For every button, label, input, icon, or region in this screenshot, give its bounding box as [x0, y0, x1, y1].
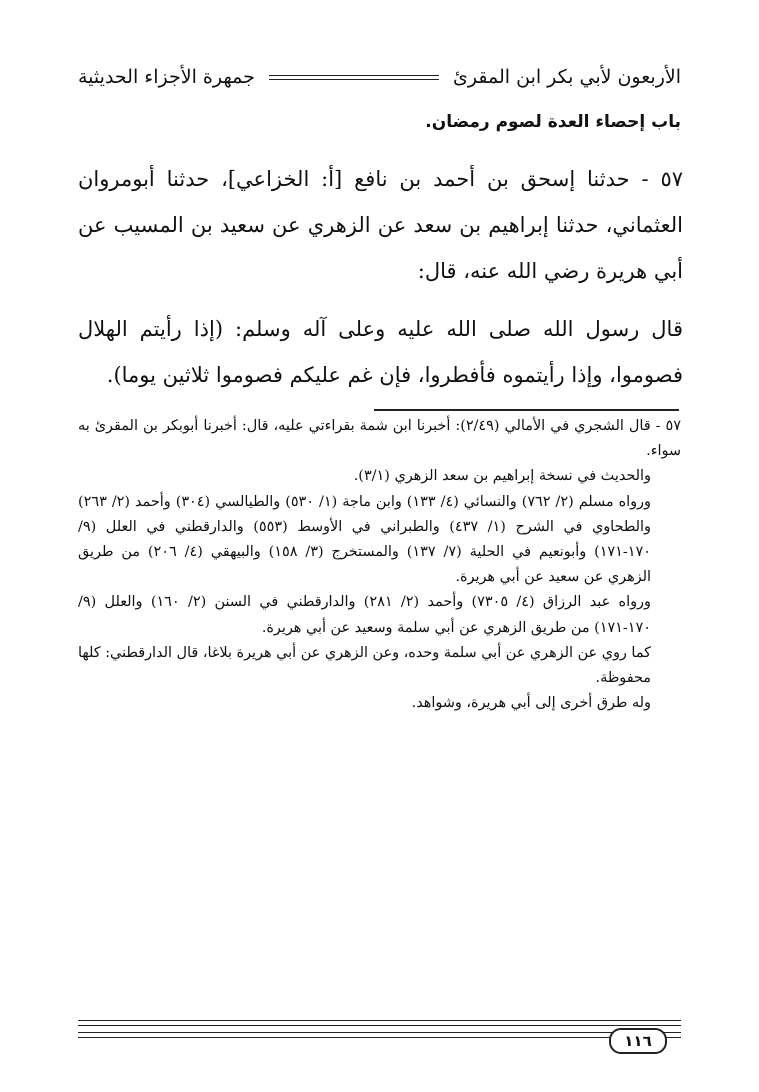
footnote-paragraph: وله طرق أخرى إلى أبي هريرة، وشواهد. [411, 695, 651, 712]
running-header [78, 60, 681, 94]
footnote-source: ٥٧ - قال الشجري في الأمالي (٢/٤٩): أخبرنا ابن شمة بقراءتي عليه، قال: أخبرنا أبوبكر بن المقرئ به سواء. [78, 418, 681, 460]
footnotes [78, 414, 681, 716]
footnote-paragraph: ورواه مسلم (٢/ ٧٦٢) والنسائي (٤/ ١٣٣) وابن ماجة (١/ ٥٣٠) والطيالسي (٣٠٤) وأحمد (٢/ ٢٦٣) والطحاوي في الشرح (١/ ٤٣٧) والطبراني في الأوسط (٥٥٣) والدارقطني في العلل (٩/ ١٧٠-١٧١) وأبونعيم في الحلية (٧/ ١٣٧) والمستخرج (٣/ ١٥٨) والبيهقي (٤/ ٢٠٦) من طريق الزهري عن سعيد عن أبي هريرة. [78, 493, 651, 586]
book-title: الأربعون لأبي بكر ابن المقرئ [453, 66, 681, 88]
header-divider [269, 75, 439, 80]
footer-rule-top [78, 1020, 681, 1026]
series-title: جمهرة الأجزاء الحديثية [78, 66, 255, 88]
footnote-paragraph: والحديث في نسخة إبراهيم بن سعد الزهري (٣/١). [353, 468, 651, 485]
isnad-paragraph: ٥٧ - حدثنا إسحق بن أحمد بن نافع [أ: الخزاعي]، حدثنا أبومروان العثماني، حدثنا إبراهيم بن سعد عن الزهري عن سعيد بن المسيب عن أبي هريرة رضي الله عنه، قال: [78, 167, 683, 283]
footnote-paragraph: ورواه عبد الرزاق (٤/ ٧٣٠٥) وأحمد (٢/ ٢٨١) والدارقطني في السنن (٢/ ١٦٠) والعلل (٩/ ١٧٠-١٧١) من طريق الزهري عن أبي سلمة وسعيد عن أبي هريرة. [78, 594, 651, 636]
page-number: ١١٦ [609, 1028, 667, 1054]
footer-rule-bottom [78, 1032, 681, 1038]
matn-paragraph: قال رسول الله صلى الله عليه وعلى آله وسلم: (إذا رأيتم الهلال فصوموا، وإذا رأيتموه فأفطروا، فإن غم عليكم فصوموا ثلاثين يوما). [78, 317, 683, 387]
footnote-divider [374, 409, 679, 411]
chapter-title: باب إحصاء العدة لصوم رمضان. [425, 112, 681, 132]
footnote-paragraph: كما روي عن الزهري عن أبي سلمة وحده، وعن الزهري عن أبي هريرة بلاغا، قال الدارقطني: كلها محفوظة. [78, 644, 651, 687]
hadith-text [78, 156, 683, 398]
